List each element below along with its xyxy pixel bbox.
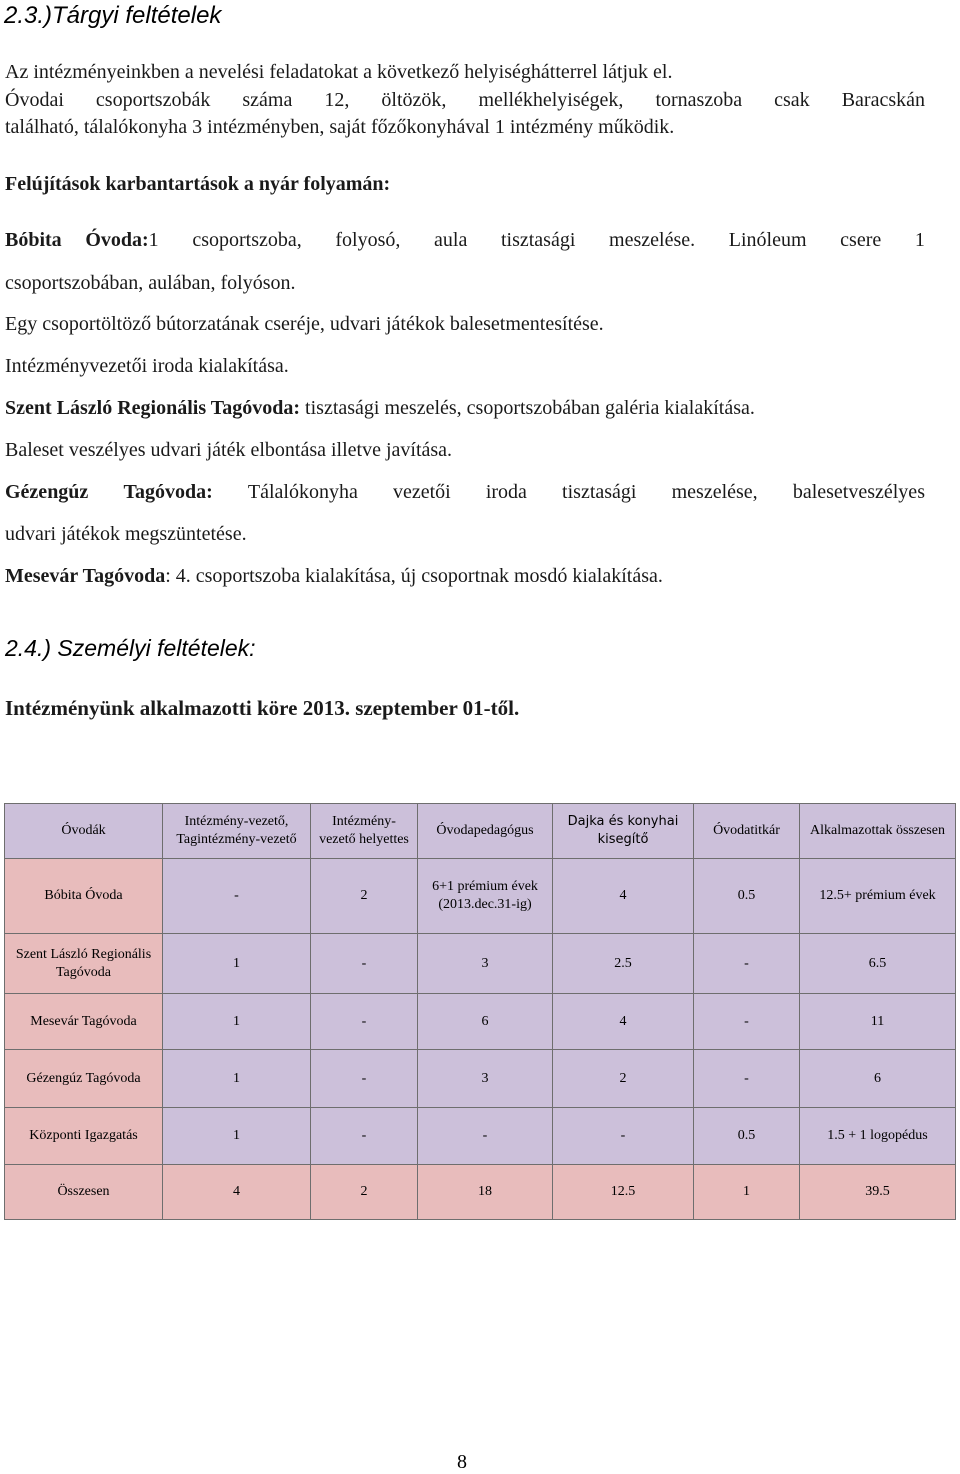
table-row: Szent László Regionális Tagóvoda 1 - 3 2.5 - 6.5 xyxy=(5,934,956,994)
row-name-gezenguz: Gézengúz Tagóvoda xyxy=(5,1050,163,1108)
header-dajka: Dajka és konyhai kisegítő xyxy=(553,804,694,859)
row-name-osszesen: Összesen xyxy=(5,1165,163,1220)
row-name-kozponti: Központi Igazgatás xyxy=(5,1108,163,1165)
table-row: Gézengúz Tagóvoda 1 - 3 2 - 6 xyxy=(5,1050,956,1108)
row-name-bobita: Bóbita Óvoda xyxy=(5,859,163,934)
staff-heading: Intézményünk alkalmazotti köre 2013. szeptember 01-től. xyxy=(5,696,520,720)
table-row: Központi Igazgatás 1 - - - 0.5 1.5 + 1 logopédus xyxy=(5,1108,956,1165)
row-name-szent: Szent László Regionális Tagóvoda xyxy=(5,934,163,994)
bobita-line-4: Intézményvezetői iroda kialakítása. xyxy=(5,355,289,377)
szent-line-2: Baleset veszélyes udvari játék elbontása illetve javítása. xyxy=(5,439,453,461)
bobita-line-3: Egy csoportöltöző bútorzatának cseréje, udvari játékok balesetmentesítése. xyxy=(5,313,604,335)
staff-table xyxy=(4,803,956,1220)
section-heading-2-4: 2.4.) Személyi feltételek: xyxy=(5,635,256,661)
header-ovodapedagogus: Óvodapedagógus xyxy=(418,804,553,859)
bobita-line-2: csoportszobában, aulában, folyóson. xyxy=(5,272,296,294)
szent-line-1: Szent László Regionális Tagóvoda: tisztasági meszelés, csoportszobában galéria kialakítása. xyxy=(5,397,755,419)
page-number: 8 xyxy=(457,1451,467,1473)
bobita-line-1: Bóbita Óvoda:1 csoportszoba, folyosó, aula tisztasági meszelése. Linóleum csere 1 xyxy=(5,229,925,251)
intro-line-3: található, tálalókonyha 3 intézményben, saját főzőkonyhával 1 intézmény működik. xyxy=(5,116,675,138)
mesevar-line: Mesevár Tagóvoda: 4. csoportszoba kialakítása, új csoportnak mosdó kialakítása. xyxy=(5,565,663,587)
header-helyettes: Intézmény-vezető helyettes xyxy=(311,804,418,859)
gezenguz-line-1: Gézengúz Tagóvoda: Tálalókonyha vezetői iroda tisztasági meszelése, balesetveszélyes xyxy=(5,481,925,503)
table-row: Mesevár Tagóvoda 1 - 6 4 - 11 xyxy=(5,994,956,1050)
renovation-heading: Felújítások karbantartások a nyár folyamán: xyxy=(5,173,391,195)
intro-line-2: Óvodai csoportszobák száma 12, öltözök, mellékhelyiségek, tornaszoba csak Baracskán xyxy=(5,89,925,111)
header-ovodatitkar: Óvodatitkár xyxy=(694,804,800,859)
table-header-row xyxy=(5,804,956,859)
table-row-total: Összesen 4 2 18 12.5 1 39.5 xyxy=(5,1165,956,1220)
header-osszesen: Alkalmazottak összesen xyxy=(800,804,956,859)
header-vezeto: Intézmény-vezető, Tagintézmény-vezető xyxy=(163,804,311,859)
row-name-mesevar: Mesevár Tagóvoda xyxy=(5,994,163,1050)
header-ovodak: Óvodák xyxy=(5,804,163,859)
table-row: Bóbita Óvoda - 2 6+1 prémium évek (2013.dec.31-ig) 4 0.5 12.5+ prémium évek xyxy=(5,859,956,934)
intro-line-1: Az intézményeinkben a nevelési feladatokat a következő helyiséghátterrel látjuk el. xyxy=(5,61,673,83)
gezenguz-line-2: udvari játékok megszüntetése. xyxy=(5,523,247,545)
section-heading-2-3: 2.3.)Tárgyi feltételek xyxy=(4,2,222,29)
